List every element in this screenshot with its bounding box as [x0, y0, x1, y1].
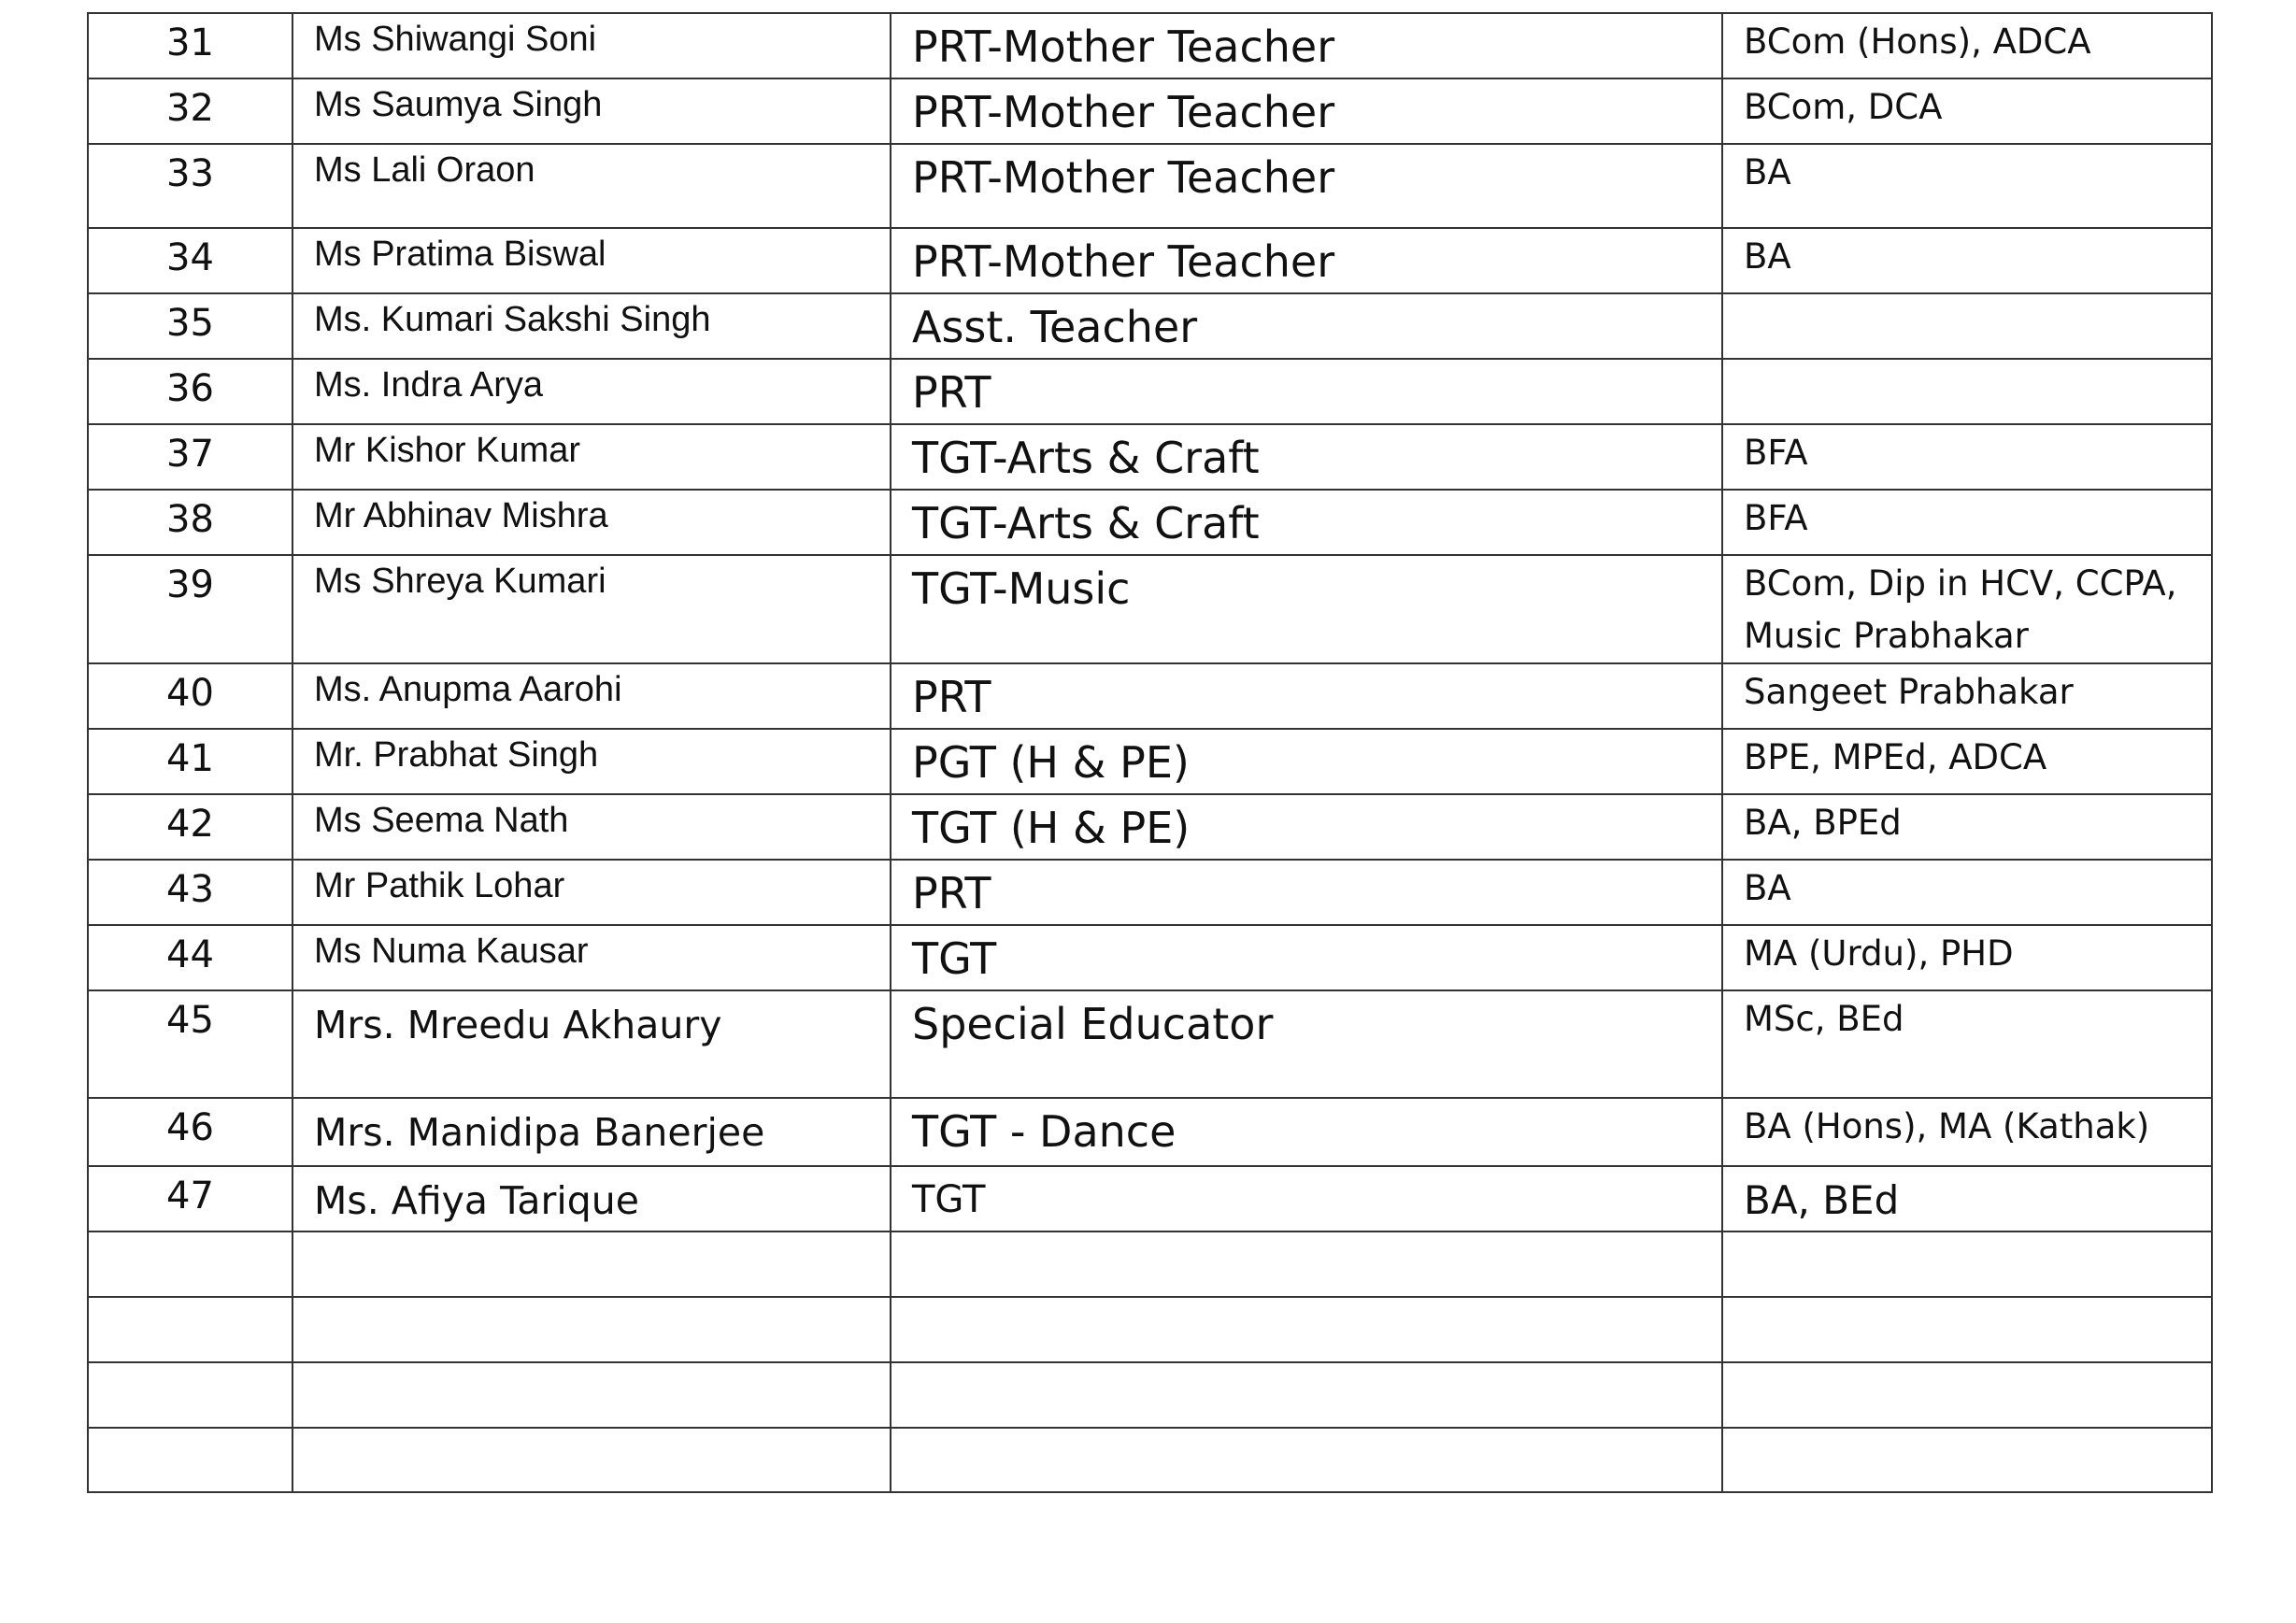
serial-number-cell — [88, 1428, 292, 1492]
qualification-text: BA — [1744, 236, 1791, 277]
designation-cell — [891, 293, 1722, 359]
designation-cell — [891, 1098, 1722, 1166]
qualification-cell — [1722, 13, 2212, 78]
serial-number-cell — [88, 490, 292, 555]
qualification-cell — [1722, 144, 2212, 228]
serial-number-cell — [88, 860, 292, 925]
serial-number-cell — [88, 1231, 292, 1297]
qualification-cell — [1722, 729, 2212, 794]
serial-number-cell — [88, 729, 292, 794]
designation-text: TGT-Arts & Craft — [912, 498, 1260, 548]
staff-name-text: Ms Lali Oraon — [314, 150, 535, 190]
staff-name-text: Mr Kishor Kumar — [314, 431, 581, 470]
serial-number-cell — [88, 990, 292, 1098]
serial-number-text: 37 — [166, 433, 214, 476]
serial-number-cell — [88, 1297, 292, 1362]
qualification-cell — [1722, 1231, 2212, 1297]
designation-cell — [891, 925, 1722, 990]
designation-cell — [891, 1362, 1722, 1428]
staff-name-cell — [292, 860, 891, 925]
staff-name-cell — [292, 144, 891, 228]
designation-text: PRT — [912, 367, 991, 418]
staff-name-text: Ms Shiwangi Soni — [314, 20, 597, 59]
designation-cell — [891, 359, 1722, 424]
table-row — [88, 359, 2212, 424]
staff-name-cell — [292, 1098, 891, 1166]
staff-name-cell — [292, 1297, 891, 1362]
designation-cell — [891, 663, 1722, 729]
qualification-text: MSc, BEd — [1744, 999, 1904, 1039]
designation-text: TGT — [912, 1178, 986, 1221]
qualification-cell — [1722, 1362, 2212, 1428]
serial-number-cell — [88, 794, 292, 860]
designation-cell — [891, 1166, 1722, 1231]
staff-name-cell — [292, 794, 891, 860]
serial-number-text: 38 — [166, 498, 214, 541]
qualification-cell — [1722, 1098, 2212, 1166]
qualification-cell — [1722, 359, 2212, 424]
designation-text: TGT-Music — [912, 563, 1131, 614]
table-row — [88, 794, 2212, 860]
table-row — [88, 663, 2212, 729]
qualification-cell — [1722, 78, 2212, 144]
serial-number-text: 33 — [166, 152, 214, 195]
staff-name-cell — [292, 990, 891, 1098]
serial-number-text: 31 — [166, 21, 214, 64]
staff-name-text: Mrs. Mreedu Akhaury — [314, 1003, 722, 1047]
qualification-text: BA (Hons), MA (Kathak) — [1744, 1106, 2150, 1146]
qualification-cell — [1722, 228, 2212, 293]
designation-cell — [891, 228, 1722, 293]
serial-number-cell — [88, 555, 292, 663]
designation-text: PRT-Mother Teacher — [912, 152, 1335, 203]
staff-name-cell — [292, 228, 891, 293]
designation-text: TGT - Dance — [912, 1106, 1177, 1157]
qualification-text: BPE, MPEd, ADCA — [1744, 737, 2047, 777]
qualification-cell — [1722, 555, 2212, 663]
staff-name-text: Mr Abhinav Mishra — [314, 496, 608, 535]
staff-name-text: Ms. Afiya Tarique — [314, 1178, 639, 1223]
serial-number-text: 40 — [166, 672, 214, 715]
serial-number-cell — [88, 78, 292, 144]
staff-name-cell — [292, 1166, 891, 1231]
designation-text: PRT-Mother Teacher — [912, 236, 1335, 287]
qualification-cell — [1722, 990, 2212, 1098]
designation-text: PRT-Mother Teacher — [912, 21, 1335, 72]
qualification-cell — [1722, 490, 2212, 555]
table-row — [88, 729, 2212, 794]
staff-name-cell — [292, 293, 891, 359]
table-row — [88, 228, 2212, 293]
designation-text: PRT-Mother Teacher — [912, 87, 1335, 137]
staff-name-cell — [292, 1428, 891, 1492]
serial-number-cell — [88, 359, 292, 424]
qualification-cell — [1722, 424, 2212, 490]
designation-cell — [891, 860, 1722, 925]
qualification-text: BA — [1744, 152, 1791, 192]
staff-name-text: Ms Seema Nath — [314, 801, 569, 840]
qualification-text: BA, BPEd — [1744, 803, 1902, 843]
serial-number-text: 36 — [166, 367, 214, 410]
serial-number-text: 35 — [166, 302, 214, 345]
designation-text: TGT-Arts & Craft — [912, 433, 1260, 483]
designation-text: TGT (H & PE) — [912, 803, 1191, 853]
designation-cell — [891, 729, 1722, 794]
serial-number-cell — [88, 1098, 292, 1166]
designation-text: TGT — [912, 933, 997, 984]
serial-number-cell — [88, 1362, 292, 1428]
designation-cell — [891, 1297, 1722, 1362]
serial-number-text: 43 — [166, 868, 214, 911]
table-row — [88, 1297, 2212, 1362]
qualification-text: BFA — [1744, 433, 1808, 473]
serial-number-text: 46 — [166, 1106, 214, 1149]
serial-number-cell — [88, 925, 292, 990]
table-row — [88, 1362, 2212, 1428]
staff-name-cell — [292, 359, 891, 424]
table-row — [88, 555, 2212, 663]
staff-name-text: Mr. Prabhat Singh — [314, 735, 599, 775]
serial-number-cell — [88, 13, 292, 78]
designation-cell — [891, 1231, 1722, 1297]
qualification-cell — [1722, 1297, 2212, 1362]
qualification-cell — [1722, 925, 2212, 990]
serial-number-cell — [88, 1166, 292, 1231]
serial-number-text: 39 — [166, 563, 214, 606]
qualification-text: BA — [1744, 868, 1791, 908]
staff-name-cell — [292, 663, 891, 729]
qualification-cell — [1722, 1166, 2212, 1231]
staff-name-text: Ms Saumya Singh — [314, 85, 603, 124]
designation-text: Special Educator — [912, 999, 1274, 1049]
serial-number-cell — [88, 424, 292, 490]
table-row — [88, 13, 2212, 78]
qualification-text: BFA — [1744, 498, 1808, 538]
table-row — [88, 1428, 2212, 1492]
staff-name-cell — [292, 925, 891, 990]
designation-cell — [891, 990, 1722, 1098]
serial-number-text: 34 — [166, 236, 214, 279]
serial-number-cell — [88, 144, 292, 228]
serial-number-cell — [88, 663, 292, 729]
designation-text: PRT — [912, 672, 991, 722]
staff-name-cell — [292, 1362, 891, 1428]
staff-name-text: Ms Shreya Kumari — [314, 562, 606, 601]
table-row — [88, 490, 2212, 555]
staff-name-text: Mr Pathik Lohar — [314, 866, 565, 905]
serial-number-text: 45 — [166, 999, 214, 1042]
table-row — [88, 990, 2212, 1098]
table-row — [88, 1098, 2212, 1166]
qualification-text: BCom (Hons), ADCA — [1744, 21, 2091, 62]
staff-name-text: Ms. Indra Arya — [314, 365, 543, 405]
staff-name-text: Ms Pratima Biswal — [314, 235, 606, 274]
designation-text: PGT (H & PE) — [912, 737, 1190, 788]
staff-name-cell — [292, 729, 891, 794]
qualification-cell — [1722, 293, 2212, 359]
designation-cell — [891, 490, 1722, 555]
staff-name-cell — [292, 78, 891, 144]
designation-cell — [891, 1428, 1722, 1492]
designation-text: Asst. Teacher — [912, 302, 1198, 352]
qualification-cell — [1722, 663, 2212, 729]
table-row — [88, 1231, 2212, 1297]
staff-name-cell — [292, 13, 891, 78]
table-row — [88, 78, 2212, 144]
qualification-cell — [1722, 794, 2212, 860]
staff-name-cell — [292, 490, 891, 555]
designation-cell — [891, 794, 1722, 860]
table-row — [88, 144, 2212, 228]
qualification-cell — [1722, 1428, 2212, 1492]
serial-number-text: 44 — [166, 933, 214, 976]
qualification-text: BA, BEd — [1744, 1177, 1900, 1223]
staff-name-cell — [292, 555, 891, 663]
table-row — [88, 1166, 2212, 1231]
designation-cell — [891, 13, 1722, 78]
staff-table — [87, 12, 2213, 1493]
qualification-text: Sangeet Prabhakar — [1744, 672, 2074, 712]
staff-name-text: Ms. Anupma Aarohi — [314, 670, 622, 709]
serial-number-text: 41 — [166, 737, 214, 780]
serial-number-text: 32 — [166, 87, 214, 130]
qualification-text: BCom, DCA — [1744, 87, 1943, 127]
staff-table-body — [88, 13, 2212, 1492]
qualification-text: BCom, Dip in HCV, CCPA, Music Prabhakar — [1744, 563, 2177, 656]
designation-cell — [891, 555, 1722, 663]
table-row — [88, 424, 2212, 490]
staff-name-text: Ms. Kumari Sakshi Singh — [314, 300, 711, 339]
designation-cell — [891, 78, 1722, 144]
qualification-cell — [1722, 860, 2212, 925]
serial-number-cell — [88, 228, 292, 293]
serial-number-text: 47 — [166, 1175, 214, 1217]
staff-name-cell — [292, 1231, 891, 1297]
staff-name-text: Mrs. Manidipa Banerjee — [314, 1110, 765, 1155]
serial-number-cell — [88, 293, 292, 359]
serial-number-text: 42 — [166, 803, 214, 846]
table-row — [88, 293, 2212, 359]
designation-cell — [891, 424, 1722, 490]
table-row — [88, 860, 2212, 925]
table-row — [88, 925, 2212, 990]
designation-cell — [891, 144, 1722, 228]
designation-text: PRT — [912, 868, 991, 918]
qualification-text: MA (Urdu), PHD — [1744, 933, 2014, 974]
staff-name-cell — [292, 424, 891, 490]
staff-name-text: Ms Numa Kausar — [314, 932, 589, 971]
